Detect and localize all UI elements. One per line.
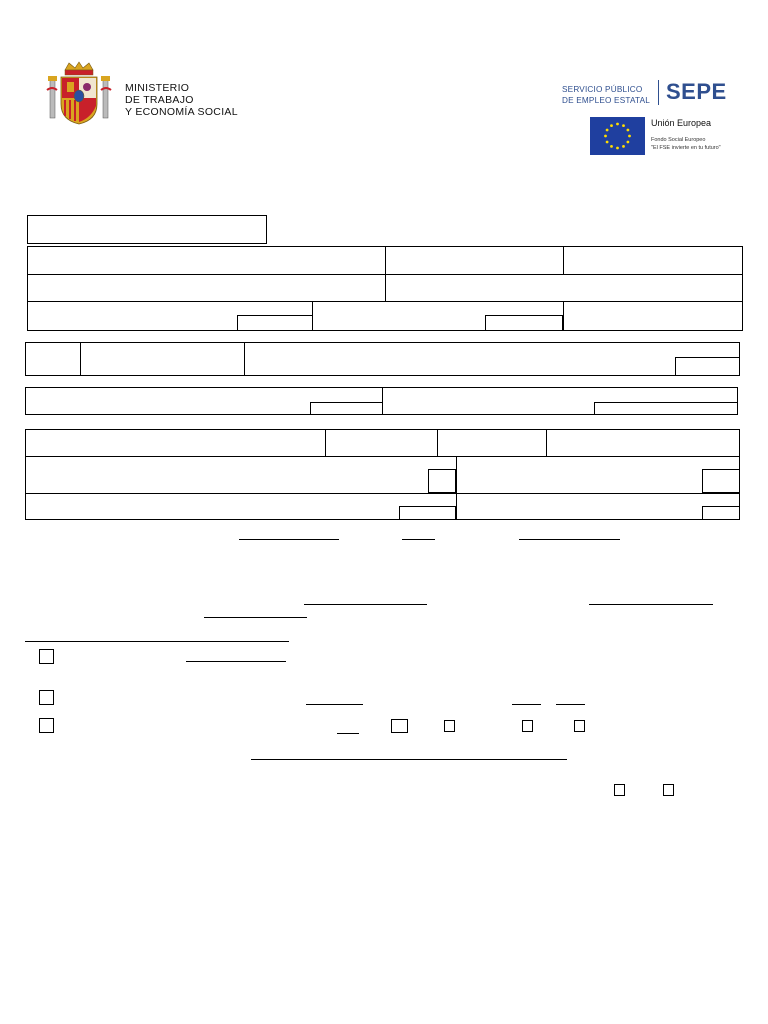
blank-line[interactable] bbox=[519, 539, 620, 540]
option-checkbox[interactable] bbox=[663, 784, 674, 796]
address-table bbox=[25, 342, 740, 376]
eu-subtitle bbox=[651, 136, 721, 152]
table-col-divider bbox=[80, 342, 81, 376]
option-checkbox[interactable] bbox=[522, 720, 533, 732]
ministry-line-3: Y ECONOMÍA SOCIAL bbox=[125, 106, 238, 118]
ministry-line-1: MINISTERIO bbox=[125, 82, 190, 94]
blank-line[interactable] bbox=[337, 733, 359, 734]
table-col-divider bbox=[325, 429, 326, 456]
blank-line[interactable] bbox=[306, 704, 363, 705]
table-col-divider bbox=[563, 246, 564, 274]
option-checkbox[interactable] bbox=[39, 690, 54, 705]
table-col-divider bbox=[244, 342, 245, 376]
option-checkbox[interactable] bbox=[444, 720, 455, 732]
small-field[interactable] bbox=[428, 469, 456, 493]
code-field[interactable] bbox=[594, 402, 738, 415]
sepe-line-2: DE EMPLEO ESTATAL bbox=[562, 96, 651, 105]
code-field[interactable] bbox=[237, 315, 313, 331]
small-field[interactable] bbox=[702, 469, 740, 493]
eu-title: Unión Europea bbox=[651, 118, 712, 128]
blank-line[interactable] bbox=[251, 759, 567, 760]
eu-flag-icon bbox=[590, 117, 645, 155]
code-field[interactable] bbox=[485, 315, 563, 331]
table-col-divider bbox=[437, 429, 438, 456]
sepe-logo: SEPE bbox=[666, 79, 727, 104]
applicant-table-row-3 bbox=[27, 301, 743, 331]
table-col-divider bbox=[546, 429, 547, 456]
blank-line[interactable] bbox=[304, 604, 427, 605]
option-checkbox[interactable] bbox=[391, 719, 408, 733]
coat-of-arms-icon bbox=[45, 60, 113, 128]
option-checkbox[interactable] bbox=[614, 784, 625, 796]
sepe-line-1: SERVICIO PÚBLICO bbox=[562, 85, 643, 94]
blank-line[interactable] bbox=[186, 661, 286, 662]
eu-slogan-line: "El FSE invierte en tu futuro" bbox=[651, 145, 721, 151]
option-checkbox[interactable] bbox=[39, 649, 54, 664]
form-header-field[interactable] bbox=[27, 215, 267, 244]
table-col-divider bbox=[456, 456, 457, 520]
sepe-name bbox=[562, 84, 650, 106]
table-row-divider bbox=[25, 456, 740, 457]
section-rule bbox=[25, 641, 289, 642]
option-checkbox[interactable] bbox=[574, 720, 585, 732]
details-table bbox=[25, 429, 740, 520]
blank-line[interactable] bbox=[239, 539, 339, 540]
ministry-name bbox=[125, 82, 238, 118]
blank-line[interactable] bbox=[556, 704, 585, 705]
ministry-line-2: DE TRABAJO bbox=[125, 94, 194, 106]
code-field[interactable] bbox=[702, 506, 740, 520]
option-checkbox[interactable] bbox=[39, 718, 54, 733]
table-col-divider bbox=[385, 246, 386, 303]
table-row-divider bbox=[25, 493, 740, 494]
eu-fund-line: Fondo Social Europeo bbox=[651, 137, 706, 143]
blank-line[interactable] bbox=[589, 604, 713, 605]
code-field[interactable] bbox=[675, 357, 740, 376]
sepe-divider bbox=[658, 80, 659, 105]
blank-line[interactable] bbox=[512, 704, 541, 705]
blank-line[interactable] bbox=[204, 617, 307, 618]
code-field[interactable] bbox=[399, 506, 456, 520]
code-field[interactable] bbox=[310, 402, 383, 415]
blank-line[interactable] bbox=[402, 539, 435, 540]
table-col-divider bbox=[563, 301, 564, 331]
